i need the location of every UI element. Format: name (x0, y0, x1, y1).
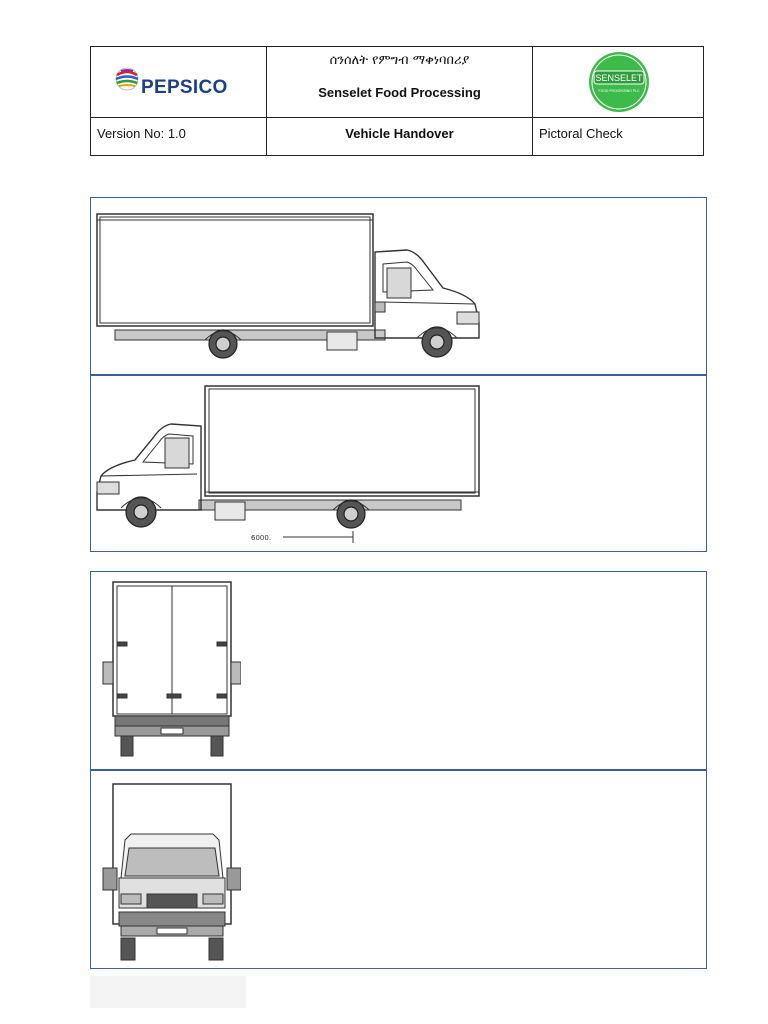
amharic-company-title: ሰንሰለት የምግብ ማቀነባበሪያ (329, 53, 470, 68)
senselet-logo (588, 51, 650, 113)
version-number: Version No: 1.0 (97, 126, 186, 141)
panel-divider (91, 769, 706, 771)
company-name: Senselet Food Processing (318, 85, 481, 100)
dimension-label: 6000. (251, 534, 272, 542)
truck-right-side-diagram (95, 212, 485, 364)
truck-front-diagram (101, 782, 241, 964)
truck-left-side-diagram (95, 384, 485, 550)
rear-front-views-panel (90, 571, 707, 969)
company-name-cell (267, 47, 533, 117)
senselet-logo-subtitle: FOOD PROCESSING PLC (598, 89, 640, 93)
header-row-top (91, 47, 703, 118)
senselet-logo-cell (533, 47, 703, 117)
truck-rear-diagram (101, 580, 241, 760)
panel-divider (91, 374, 706, 376)
section-label: Pictoral Check (539, 126, 623, 141)
pepsico-logo (113, 65, 248, 99)
pepsico-logo-cell (91, 47, 267, 117)
section-label-cell (533, 117, 703, 155)
senselet-logo-brand: SENSELET (595, 73, 643, 83)
document-title-cell (267, 117, 533, 155)
version-cell (91, 117, 267, 155)
side-views-panel (90, 197, 707, 552)
document-header-table (90, 46, 704, 156)
document-title: Vehicle Handover (345, 126, 454, 141)
header-row-bottom (91, 117, 703, 155)
pepsico-wordmark: PEPSICO (141, 77, 228, 98)
page-footer-shade (90, 976, 246, 1008)
pepsico-globe-icon (113, 65, 141, 93)
